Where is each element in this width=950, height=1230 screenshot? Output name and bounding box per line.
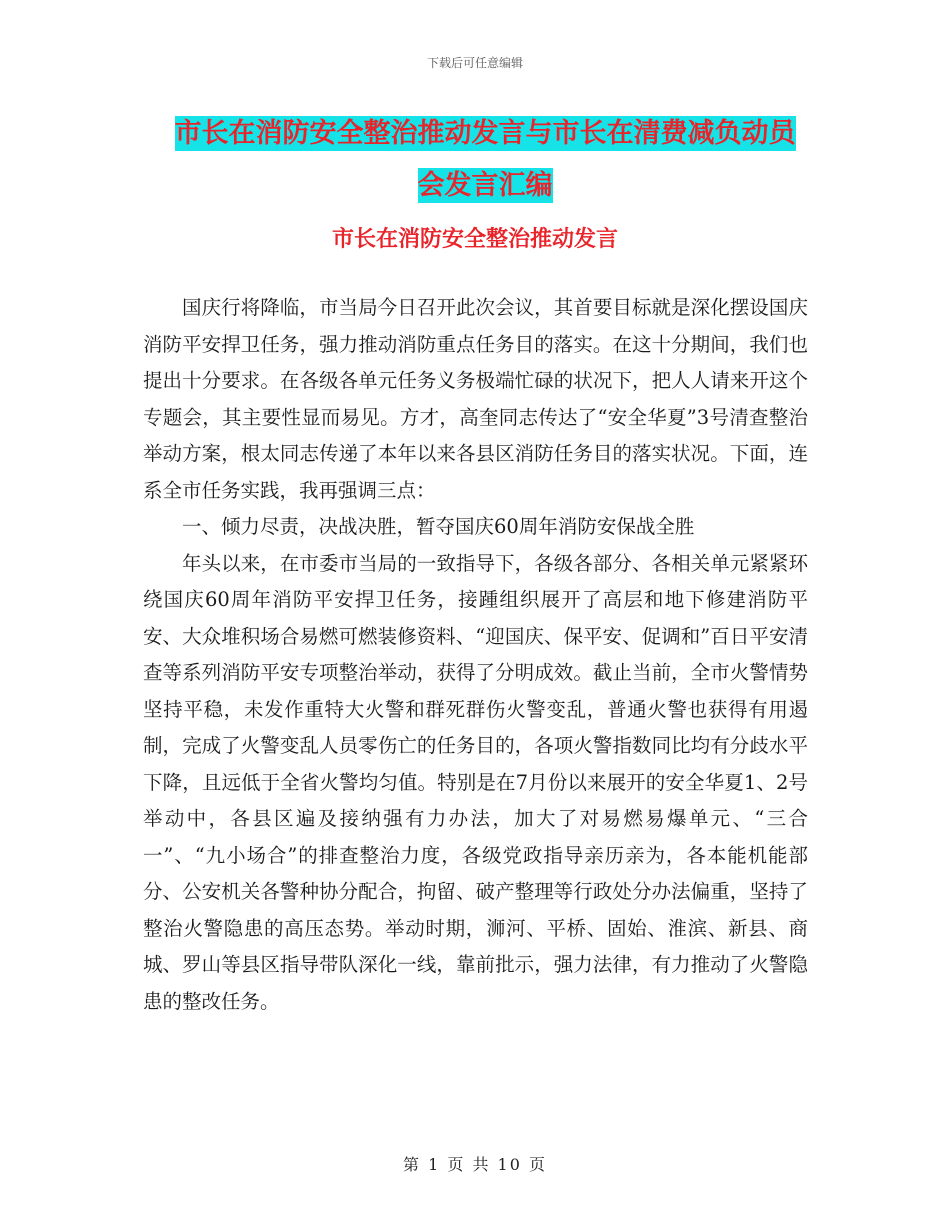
- document-body: [143, 290, 808, 1020]
- section-title: 市长在消防安全整治推动发言: [331, 227, 618, 252]
- document-title: [150, 108, 820, 212]
- paragraph-1: 国庆行将降临，市当局今日召开此次会议，其首要目标就是深化摆设国庆消防平安捍卫任务，强力推动消防重点任务目的落实。在这十分期间，我们也提出十分要求。在各级各单元任务义务极端忙碌的状况下，把人人请来开这个专题会，其主要性显而易见。方才，高奎同志传达了“安全华夏”3号清查整治举动方案，根太同志传递了本年以来各县区消防任务目的落实状况。下面，连系全市任务实践，我再强调三点：: [143, 296, 808, 502]
- page-footer: 第 1 页 共 10 页: [403, 1155, 547, 1174]
- paragraph-3: 年头以来，在市委市当局的一致指导下，各级各部分、各相关单元紧紧环绕国庆60周年消防平安捍卫任务，接踵组织展开了高层和地下修建消防平安、大众堆积场合易燃可燃装修资料、“迎国庆、保平安、促调和”百日平安清查等系列消防平安专项整治举动，获得了分明成效。截止当前，全市火警情势坚持平稳，未发作重特大火警和群死群伤火警变乱，普通火警也获得有用遏制，完成了火警变乱人员零伤亡的任务目的，各项火警指数同比均有分歧水平下降，且远低于全省火警均匀值。特别是在7月份以来展开的安全华夏1、2号举动中，各县区遍及接纳强有力办法，加大了对易燃易爆单元、“三合一”、“九小场合”的排查整治力度，各级党政指导亲历亲为，各本能机能部分、公安机关各警种协分配合，拘留、破产整理等行政处分办法偏重，坚持了整治火警隐患的高压态势。举动时期，浉河、平桥、固始、淮滨、新县、商城、罗山等县区指导带队深化一线，靠前批示，强力法律，有力推动了火警隐患的整改任务。: [143, 551, 808, 1013]
- document-title-line1: 市长在消防安全整治推动发言与市长在清费减负动员: [174, 118, 796, 149]
- document-title-line2: 会发言汇编: [417, 170, 553, 201]
- header-note: 下载后可任意编辑: [426, 56, 523, 70]
- paragraph-2: 一、倾力尽责，决战决胜，暂夺国庆60周年消防安保战全胜: [182, 515, 695, 538]
